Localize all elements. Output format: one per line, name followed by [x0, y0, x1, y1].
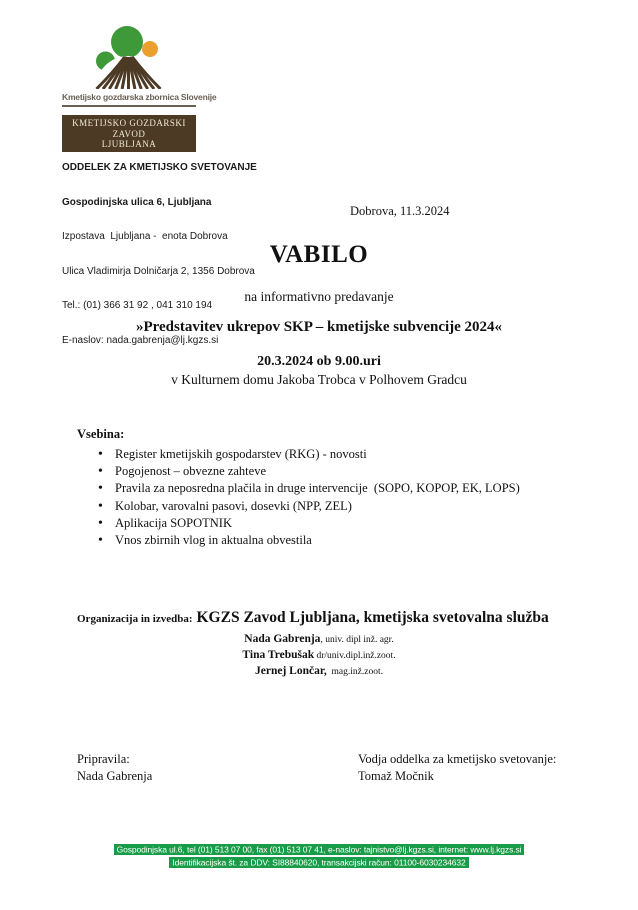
head-of-department-name: Tomaž Močnik [358, 769, 434, 783]
staff-line [0, 647, 638, 663]
lecture-topic: »Predstavitev ukrepov SKP – kmetijske subvencije 2024« [135, 319, 503, 335]
institute-banner-line2: LJUBLJANA [101, 139, 157, 149]
email-line: E-naslov: nada.gabrenja@lj.kgzs.si [62, 334, 219, 346]
agenda-item: • Register kmetijskih gospodarstev (RKG) - novosti [115, 446, 520, 463]
document-title: VABILO [269, 241, 369, 268]
agenda-list [77, 446, 520, 549]
head-of-department-label: Vodja oddelka za kmetijsko svetovanje: [358, 752, 557, 766]
staff-line [0, 663, 638, 679]
header-logo-block [62, 26, 217, 152]
branch-street: Ulica Vladimirja Dolničarja 2, 1356 Dobrova [62, 265, 255, 277]
staff-line [0, 631, 638, 647]
organization-value: KGZS Zavod Ljubljana, kmetijska svetovalna služba [196, 609, 549, 626]
organization-line [77, 609, 549, 627]
staff-name: Tina Trebušak [242, 649, 315, 661]
footer-contact-line: Gospodinjska ul.6, tel (01) 513 07 00, fax (01) 513 07 41, e-naslov: tajnistvo@lj.kgzs.si, internet: www.lj.kgzs.si [114, 844, 525, 855]
agenda-item: • Aplikacija SOPOTNIK [115, 515, 520, 532]
department-branch: Izpostava Ljubljana - enota Dobrova [62, 231, 228, 242]
agenda-item: • Pravila za neposredna plačila in druge intervencije (SOPO, KOPOP, EK, LOPS) [115, 480, 520, 497]
agenda-item: • Kolobar, varovalni pasovi, dosevki (NPP, ZEL) [115, 498, 520, 515]
signature-left [77, 751, 152, 785]
footer-tax-line: Identifikacijska št. za DDV: SI88840620, transakcijski račun: 01100-6030234632 [169, 857, 468, 868]
agenda-item: • Pogojenost – obvezne zahteve [115, 463, 520, 480]
staff-title: mag.inž.zoot. [326, 667, 383, 677]
organization-label: Organizacija in izvedba: [77, 613, 193, 625]
event-datetime: 20.3.2024 ob 9.00.uri [257, 354, 381, 369]
institute-banner-line1: KMETIJSKO GOZDARSKI ZAVOD [72, 118, 186, 139]
agenda-section [77, 427, 520, 549]
document-footer [0, 843, 638, 869]
phone-line: Tel.: (01) 366 31 92 , 041 310 194 [62, 300, 213, 311]
department-name: ODDELEK ZA KMETIJSKO SVETOVANJE [62, 162, 257, 173]
prepared-by-label: Pripravila: [77, 752, 130, 766]
staff-name: Nada Gabrenja [244, 633, 321, 645]
department-street: Gospodinjska ulica 6, Ljubljana [62, 196, 212, 208]
staff-title: , univ. dipl inž. agr. [320, 635, 394, 645]
prepared-by-name: Nada Gabrenja [77, 769, 153, 783]
place-and-date: Dobrova, 11.3.2024 [350, 204, 450, 218]
agenda-item: • Vnos zbirnih vlog in aktualna obvestila [115, 532, 520, 549]
event-venue: v Kulturnem domu Jakoba Trobca v Polhovem Gradcu [171, 372, 467, 387]
kgzs-logo-icon [95, 26, 163, 90]
signature-right [358, 751, 556, 785]
chamber-name: Kmetijsko gozdarska zbornica Slovenije [62, 92, 196, 107]
staff-title: dr/univ.dipl.inž.zoot. [314, 651, 396, 661]
document-subtitle: na informativno predavanje [244, 289, 394, 304]
agenda-label: Vsebina: [77, 427, 125, 441]
staff-name: Jernej Lončar, [255, 665, 327, 677]
staff-list [0, 631, 638, 679]
